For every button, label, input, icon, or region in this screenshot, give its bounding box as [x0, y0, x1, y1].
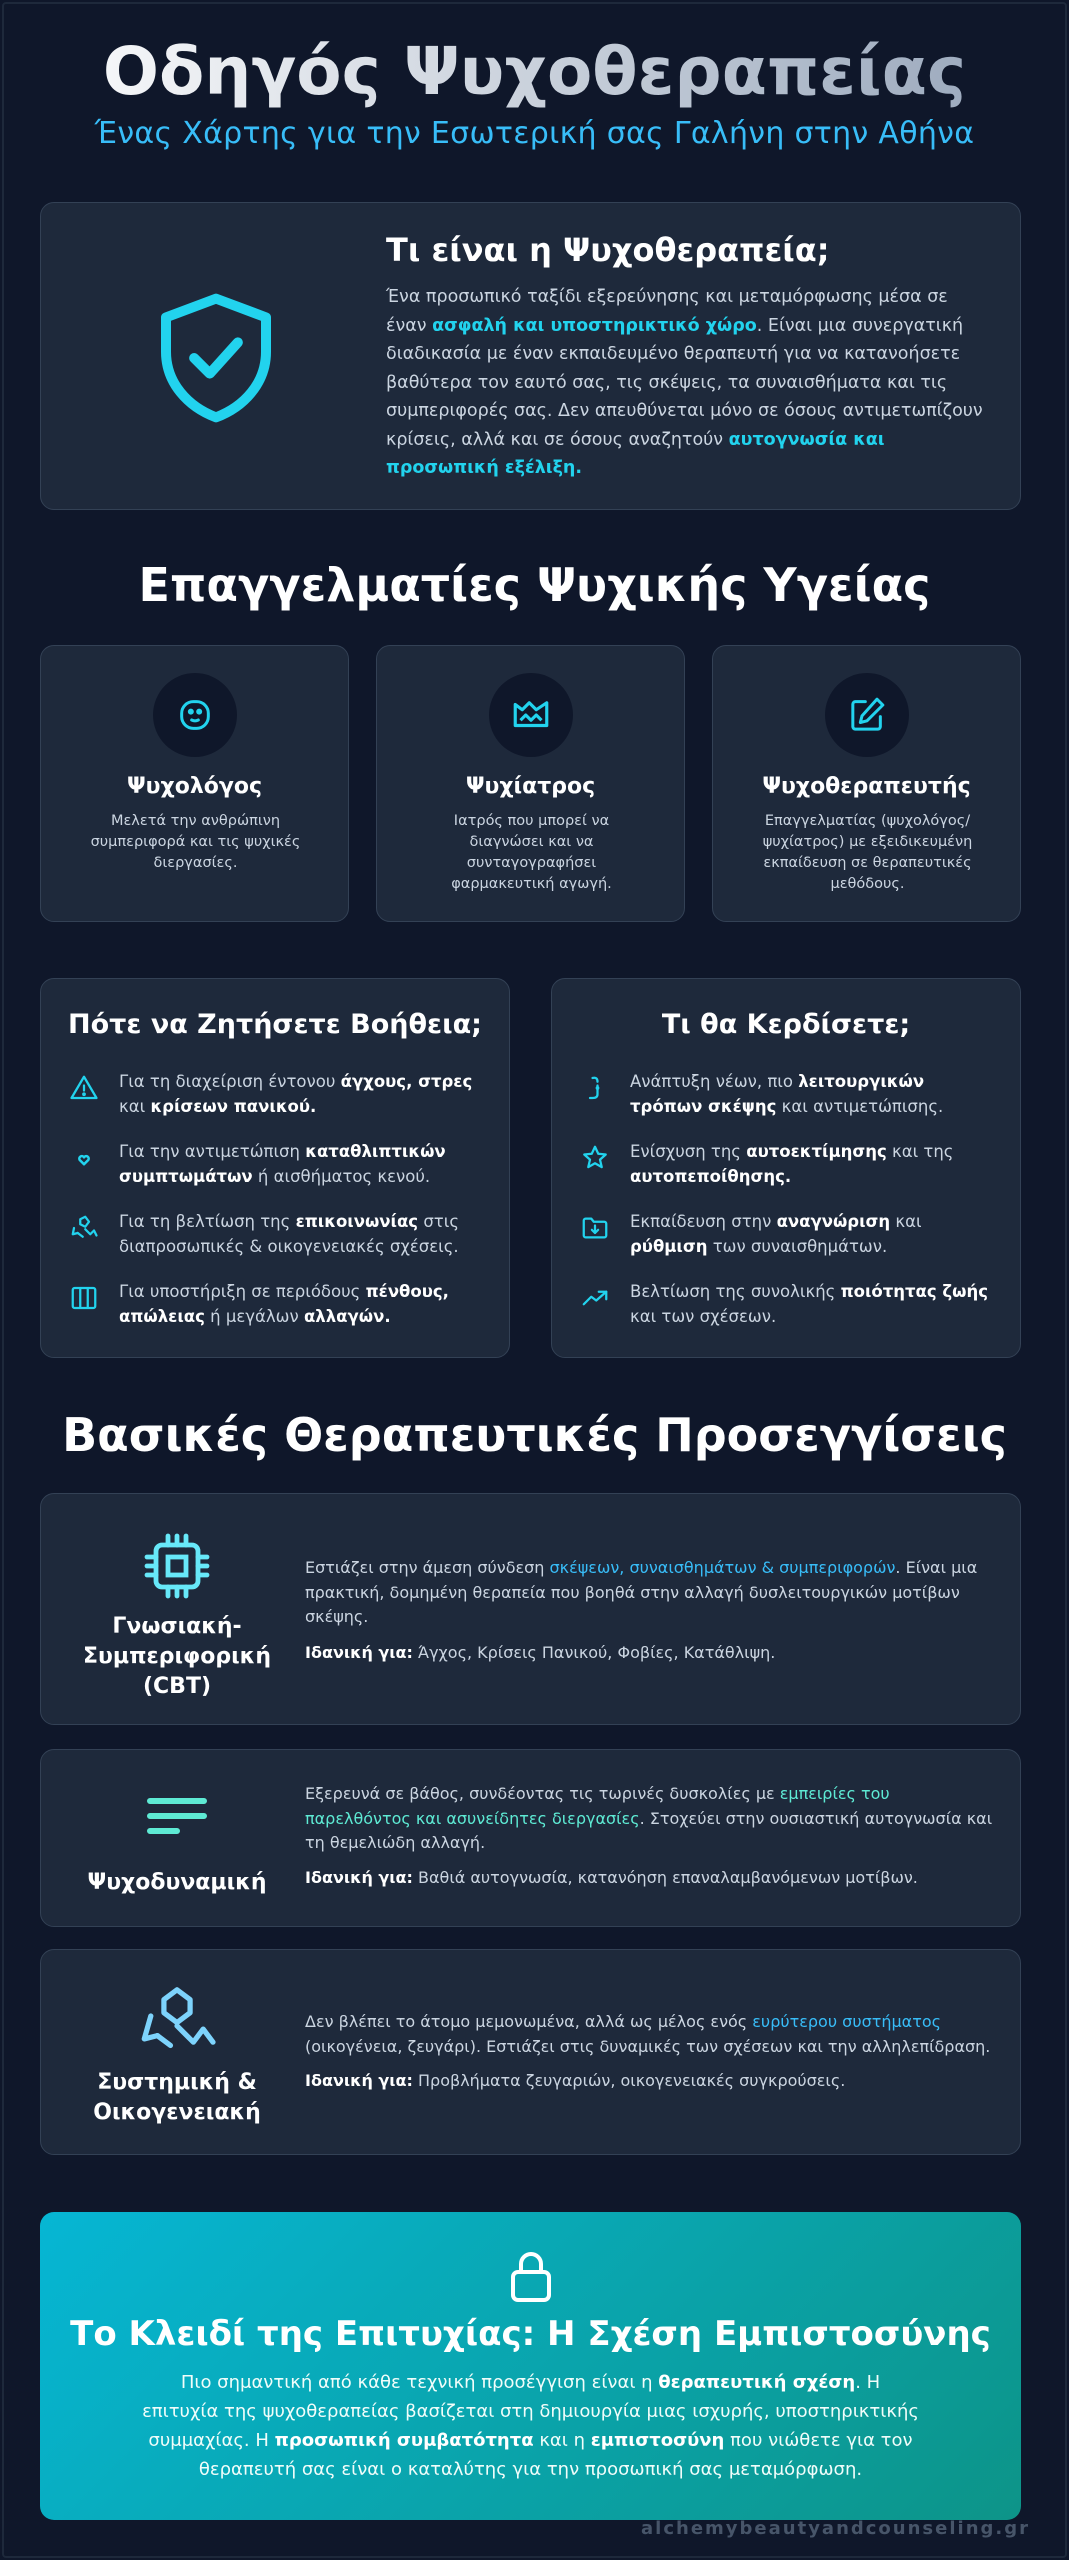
- warning-icon: [69, 1073, 99, 1103]
- benefits-title: Τι θα Κερδίσετε;: [661, 1009, 911, 1040]
- key-title: Το Κλειδί της Επιτυχίας: Η Σχέση Εμπιστοσύνης: [70, 2314, 991, 2354]
- icon-badge: [825, 673, 909, 757]
- footer-url: alchemybeautyandcounseling.gr: [641, 2518, 1030, 2539]
- professional-card-psychiatrist: [376, 645, 685, 922]
- list-item: Ενίσχυση της αυτοεκτίμησης και της αυτοπεποίθησης.: [580, 1139, 1000, 1199]
- professional-desc: Ιατρός που μπορεί να διαγνώσει και να συνταγογραφήσει φαρμακευτική αγωγή.: [451, 813, 612, 892]
- approach-ideal: Ιδανική για: Προβλήματα ζευγαριών, οικογενειακές συγκρούσεις.: [305, 2071, 846, 2090]
- professional-name: Ψυχοθεραπευτής: [762, 774, 971, 799]
- heart-icon: [69, 1143, 99, 1173]
- face-icon: [175, 695, 215, 735]
- professional-desc: Επαγγελματίας (ψυχολόγος/ψυχίατρος) με εξειδικευμένη εκπαίδευση σε θεραπευτικές μεθόδους.: [762, 813, 973, 892]
- list-item: Για την αντιμετώπιση καταθλιπτικών συμπτωμάτων ή αισθήματος κενού.: [69, 1139, 489, 1199]
- professionals-title: Επαγγελματίες Ψυχικής Υγείας: [138, 558, 931, 612]
- star-icon: [580, 1143, 610, 1173]
- header: [0, 30, 1069, 154]
- trending-up-icon: [580, 1283, 610, 1313]
- approaches-title: Βασικές Θεραπευτικές Προσεγγίσεις: [62, 1408, 1007, 1462]
- people-network-icon: [137, 1980, 217, 2052]
- list-item: Εκπαίδευση στην αναγνώριση και ρύθμιση των συναισθημάτων.: [580, 1209, 1000, 1269]
- help-title: Πότε να Ζητήσετε Βοήθεια;: [68, 1009, 482, 1040]
- list-item: Βελτίωση της συνολικής ποιότητας ζωής και των σχέσεων.: [580, 1279, 1000, 1339]
- pill-icon: [510, 694, 552, 736]
- shield-check-icon: [141, 283, 291, 433]
- intro-text: Ένα προσωπικό ταξίδι εξερεύνησης και μεταμόρφωσης μέσα σε έναν ασφαλή και υποστηρικτικό χώρο. Είναι μια συνεργατική διαδικασία με έναν εκπαιδευμένο θεραπευτή για να κατανοήσετε βαθύτερα τον εαυτό σας, τις σκέψεις, τα συναισθήματα και τις συμπεριφορές σας. Δεν απευθύνεται μόνο σε όσους αντιμετωπίζουν κρίσεις, αλλά και σε όσους αναζητούν αυτογνωσία και προσωπική εξέλιξη.: [386, 287, 983, 478]
- edit-icon: [847, 695, 887, 735]
- key-text: Πιο σημαντική από κάθε τεχνική προσέγγιση είναι η θεραπευτική σχέση. Η επιτυχία της ψυχοθεραπείας βασίζεται στη δημιουργία μιας ισχυρής, υποστηρικτικής συμμαχίας. Η προσωπική συμβατότητα και η εμπιστοσύνη που νιώθετε για τον θεραπευτή σας είναι ο καταλύτης για την προσωπική σας μεταμόρφωση.: [142, 2372, 919, 2480]
- icon-badge: [489, 673, 573, 757]
- intro-card: [40, 202, 1021, 510]
- lock-icon: [507, 2248, 555, 2304]
- cpu-icon: [141, 1530, 213, 1602]
- lines-icon: [141, 1786, 213, 1846]
- approach-ideal: Ιδανική για: Άγχος, Κρίσεις Πανικού, Φοβίες, Κατάθλιψη.: [305, 1643, 776, 1662]
- professional-card-psychotherapist: [712, 645, 1021, 922]
- page-subtitle: Ένας Χάρτης για την Εσωτερική σας Γαλήνη στην Αθήνα: [94, 116, 975, 151]
- key-card: [40, 2212, 1021, 2520]
- approach-desc: Δεν βλέπει το άτομο μεμονωμένα, αλλά ως μέλος ενός ευρύτερου συστήματος (οικογένεια, ζευγάρι). Εστιάζει στις δυναμικές των σχέσεων και την αλληλεπίδραση.: [305, 2012, 991, 2056]
- people-network-icon: [69, 1213, 99, 1243]
- mind-icon: [580, 1073, 610, 1103]
- icon-badge: [153, 673, 237, 757]
- approach-card-systemic: [40, 1949, 1021, 2155]
- professional-desc: Μελετά την ανθρώπινη συμπεριφορά και τις ψυχικές διεργασίες.: [90, 813, 301, 871]
- benefits-card: [551, 978, 1021, 1358]
- professional-name: Ψυχίατρος: [465, 774, 596, 799]
- approach-desc: Εστιάζει στην άμεση σύνδεση σκέψεων, συναισθημάτων & συμπεριφορών. Είναι μια πρακτική, δομημένη θεραπεία που βοηθά στην αλλαγή δυσλειτουργικών μοτίβων σκέψης.: [305, 1558, 978, 1626]
- list-item: Ανάπτυξη νέων, πιο λειτουργικών τρόπων σκέψης και αντιμετώπισης.: [580, 1069, 1000, 1129]
- approach-name: Συστημική & Οικογενειακή: [93, 2070, 261, 2125]
- page-title: Οδηγός Ψυχοθεραπείας: [0, 30, 1069, 114]
- approach-name: Γνωσιακή-Συμπεριφορική (CBT): [83, 1614, 271, 1699]
- list-item: Για τη βελτίωση της επικοινωνίας στις διαπροσωπικές & οικογενειακές σχέσεις.: [69, 1209, 489, 1269]
- help-card: [40, 978, 510, 1358]
- professional-card-psychologist: [40, 645, 349, 922]
- approach-name: Ψυχοδυναμική: [87, 1870, 267, 1895]
- approach-card-cbt: [40, 1493, 1021, 1725]
- approach-ideal: Ιδανική για: Βαθιά αυτογνωσία, κατανόηση επαναλαμβανόμενων μοτίβων.: [305, 1868, 918, 1887]
- list-item: Για υποστήριξη σε περιόδους πένθους, απώλειας ή μεγάλων αλλαγών.: [69, 1279, 489, 1339]
- approach-card-psychodynamic: [40, 1749, 1021, 1927]
- professional-name: Ψυχολόγος: [126, 774, 263, 799]
- list-item: Για τη διαχείριση έντονου άγχους, στρες και κρίσεων πανικού.: [69, 1069, 489, 1129]
- folder-download-icon: [580, 1213, 610, 1243]
- columns-icon: [69, 1283, 99, 1313]
- intro-heading: Τι είναι η Ψυχοθεραπεία;: [386, 231, 830, 269]
- approach-desc: Εξερευνά σε βάθος, συνδέοντας τις τωρινές δυσκολίες με εμπειρίες του παρελθόντος και ασυνείδητες διεργασίες. Στοχεύει στην ουσιαστική αυτογνωσία και τη θεμελιώδη αλλαγή.: [305, 1784, 993, 1852]
